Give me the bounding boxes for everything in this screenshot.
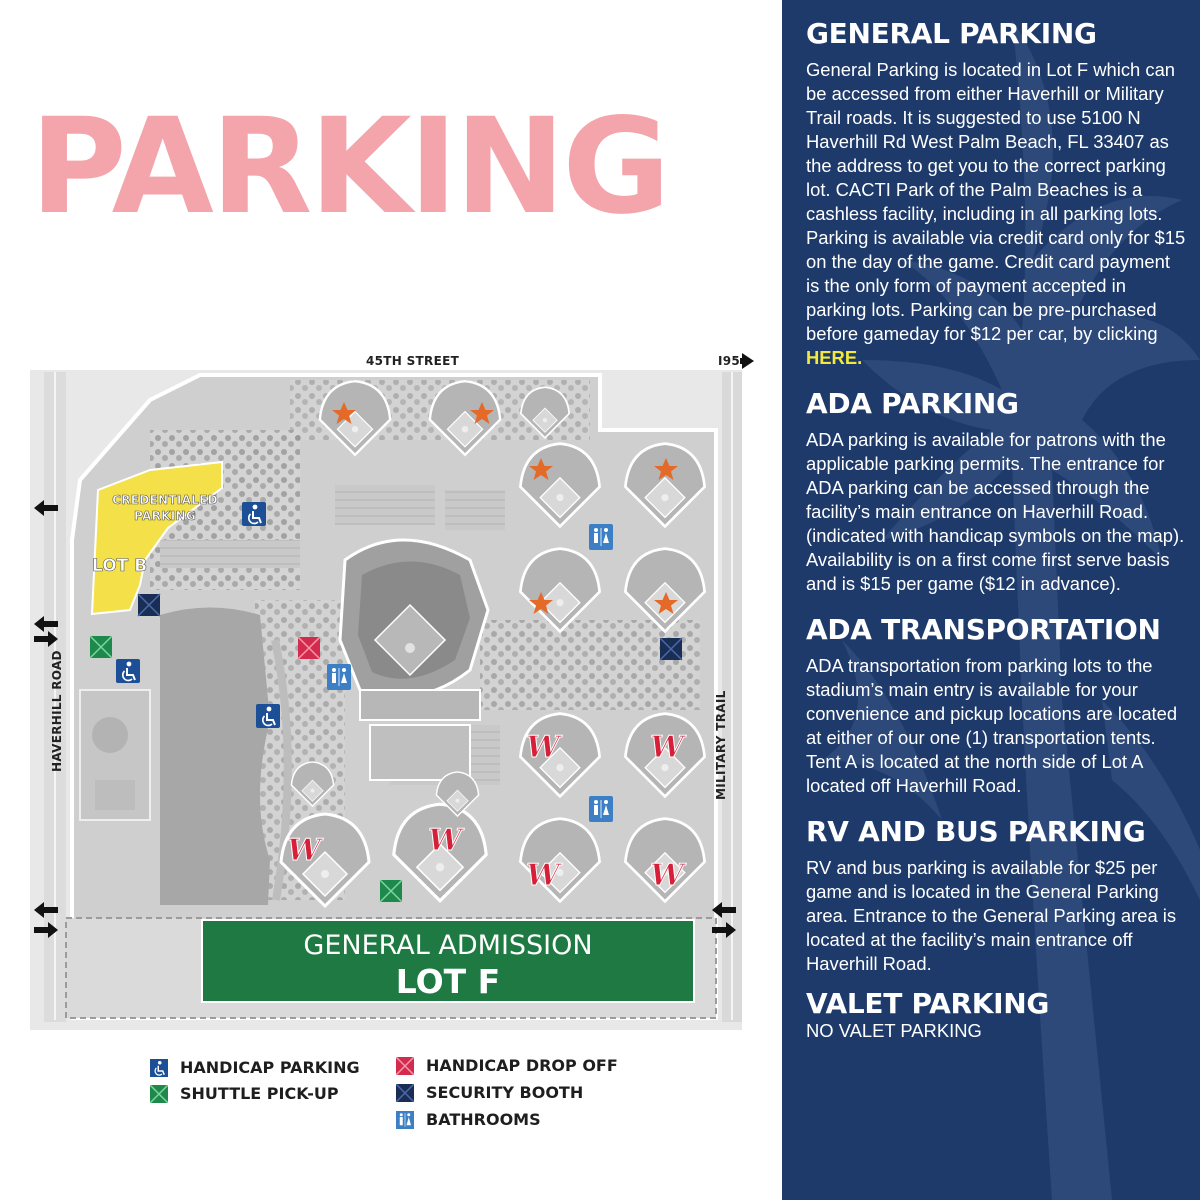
shuttle-pickup-icon <box>90 636 112 658</box>
entrance-arrows-icon <box>34 500 736 938</box>
prepurchase-link[interactable]: HERE. <box>806 347 863 368</box>
legend-shuttle-pickup <box>150 1084 339 1103</box>
general-parking-text: General Parking is located in Lot F which can be accessed from either Haverhill or Military Trail roads. It is suggested to use 5100 N Haverhill Rd West Palm Beach, FL 33407 as the address to get you to the correct parking lot. CACTI Park of the Palm Beaches is a cashless facility, including in all parking lots. Parking is available via credit card only for $15 on the day of the game. Credit card payment is the only form of payment accepted in parking lots. Parking can be pre-purchased before gameday for $12 per car, by clicking <box>806 59 1186 344</box>
handicap-icon <box>242 502 266 526</box>
svg-text:W: W <box>428 823 462 858</box>
ada-transportation-heading: ADA TRANSPORTATION <box>806 613 1161 646</box>
ada-transportation-body: ADA transportation from parking lots to the stadium’s main entry is available for your convenience and pickup locations are located at either of our one (1) transportation tents. Tent A is located at the north side of Lot A located off Haverhill Road. <box>806 655 1178 796</box>
map-legend <box>150 1054 640 1134</box>
general-parking-body <box>806 58 1186 370</box>
legend-label: SHUTTLE PICK-UP <box>180 1084 339 1103</box>
info-panel <box>782 0 1200 1200</box>
svg-text:W: W <box>650 730 684 765</box>
parking-map <box>0 340 780 1040</box>
panel-content <box>806 12 1186 1054</box>
general-admission-line1: GENERAL ADMISSION <box>303 930 593 961</box>
rv-bus-body: RV and bus parking is available for $25 per game and is located in the General Parking area. Entrance to the General Parking area is located at the facility’s main entrance off Haverhill Road. <box>806 857 1177 974</box>
handicap-dropoff-icon <box>298 637 320 659</box>
bathroom-icon <box>589 524 613 550</box>
shuttle-icon <box>150 1085 168 1103</box>
legend-security-booth <box>396 1083 583 1102</box>
security-icon <box>396 1084 414 1102</box>
highway-label: I95 <box>718 354 741 368</box>
svg-text:W: W <box>287 833 321 868</box>
bathroom-icon <box>589 796 613 822</box>
road-east-label: MILITARY TRAIL <box>714 690 728 800</box>
bathroom-icon <box>396 1111 414 1129</box>
handicap-icon <box>116 659 140 683</box>
map-icons <box>0 340 780 1040</box>
valet-body: NO VALET PARKING <box>806 1020 982 1041</box>
page-title: PARKING <box>30 90 668 244</box>
svg-text:W: W <box>526 858 560 893</box>
legend-label: HANDICAP PARKING <box>180 1058 360 1077</box>
svg-text:W: W <box>526 730 560 765</box>
valet-heading: VALET PARKING <box>806 987 1050 1020</box>
legend-handicap-dropoff <box>396 1056 618 1075</box>
handicap-icon <box>150 1059 168 1077</box>
ada-parking-heading: ADA PARKING <box>806 387 1019 420</box>
legend-label: BATHROOMS <box>426 1110 541 1129</box>
legend-label: HANDICAP DROP OFF <box>426 1056 618 1075</box>
rv-bus-heading: RV AND BUS PARKING <box>806 815 1146 848</box>
legend-handicap-parking <box>150 1058 360 1077</box>
general-admission-line2: LOT F <box>395 962 501 1001</box>
handicap-icon <box>256 704 280 728</box>
dropoff-icon <box>396 1057 414 1075</box>
security-booth-icon <box>138 594 160 616</box>
lot-b-label: LOT B <box>92 556 148 576</box>
general-parking-heading: GENERAL PARKING <box>806 17 1097 50</box>
security-booth-icon <box>660 638 682 660</box>
ada-parking-body: ADA parking is available for patrons with the applicable parking permits. The entrance for ADA parking can be accessed through the facility’s main entrance on Haverhill Road. (indicated with handicap symbols on the map). Availability is on a first come first serve basis and is $15 per game ($12 in advance). <box>806 429 1185 594</box>
legend-bathrooms <box>396 1110 541 1129</box>
shuttle-pickup-icon <box>380 880 402 902</box>
road-west-label: HAVERHILL ROAD <box>50 650 64 772</box>
street-north-label: 45TH STREET <box>366 354 460 368</box>
svg-text:W: W <box>650 858 684 893</box>
credentialed-label: CREDENTIALED PARKING <box>112 493 218 523</box>
bathroom-icon <box>327 664 351 690</box>
legend-label: SECURITY BOOTH <box>426 1083 584 1102</box>
